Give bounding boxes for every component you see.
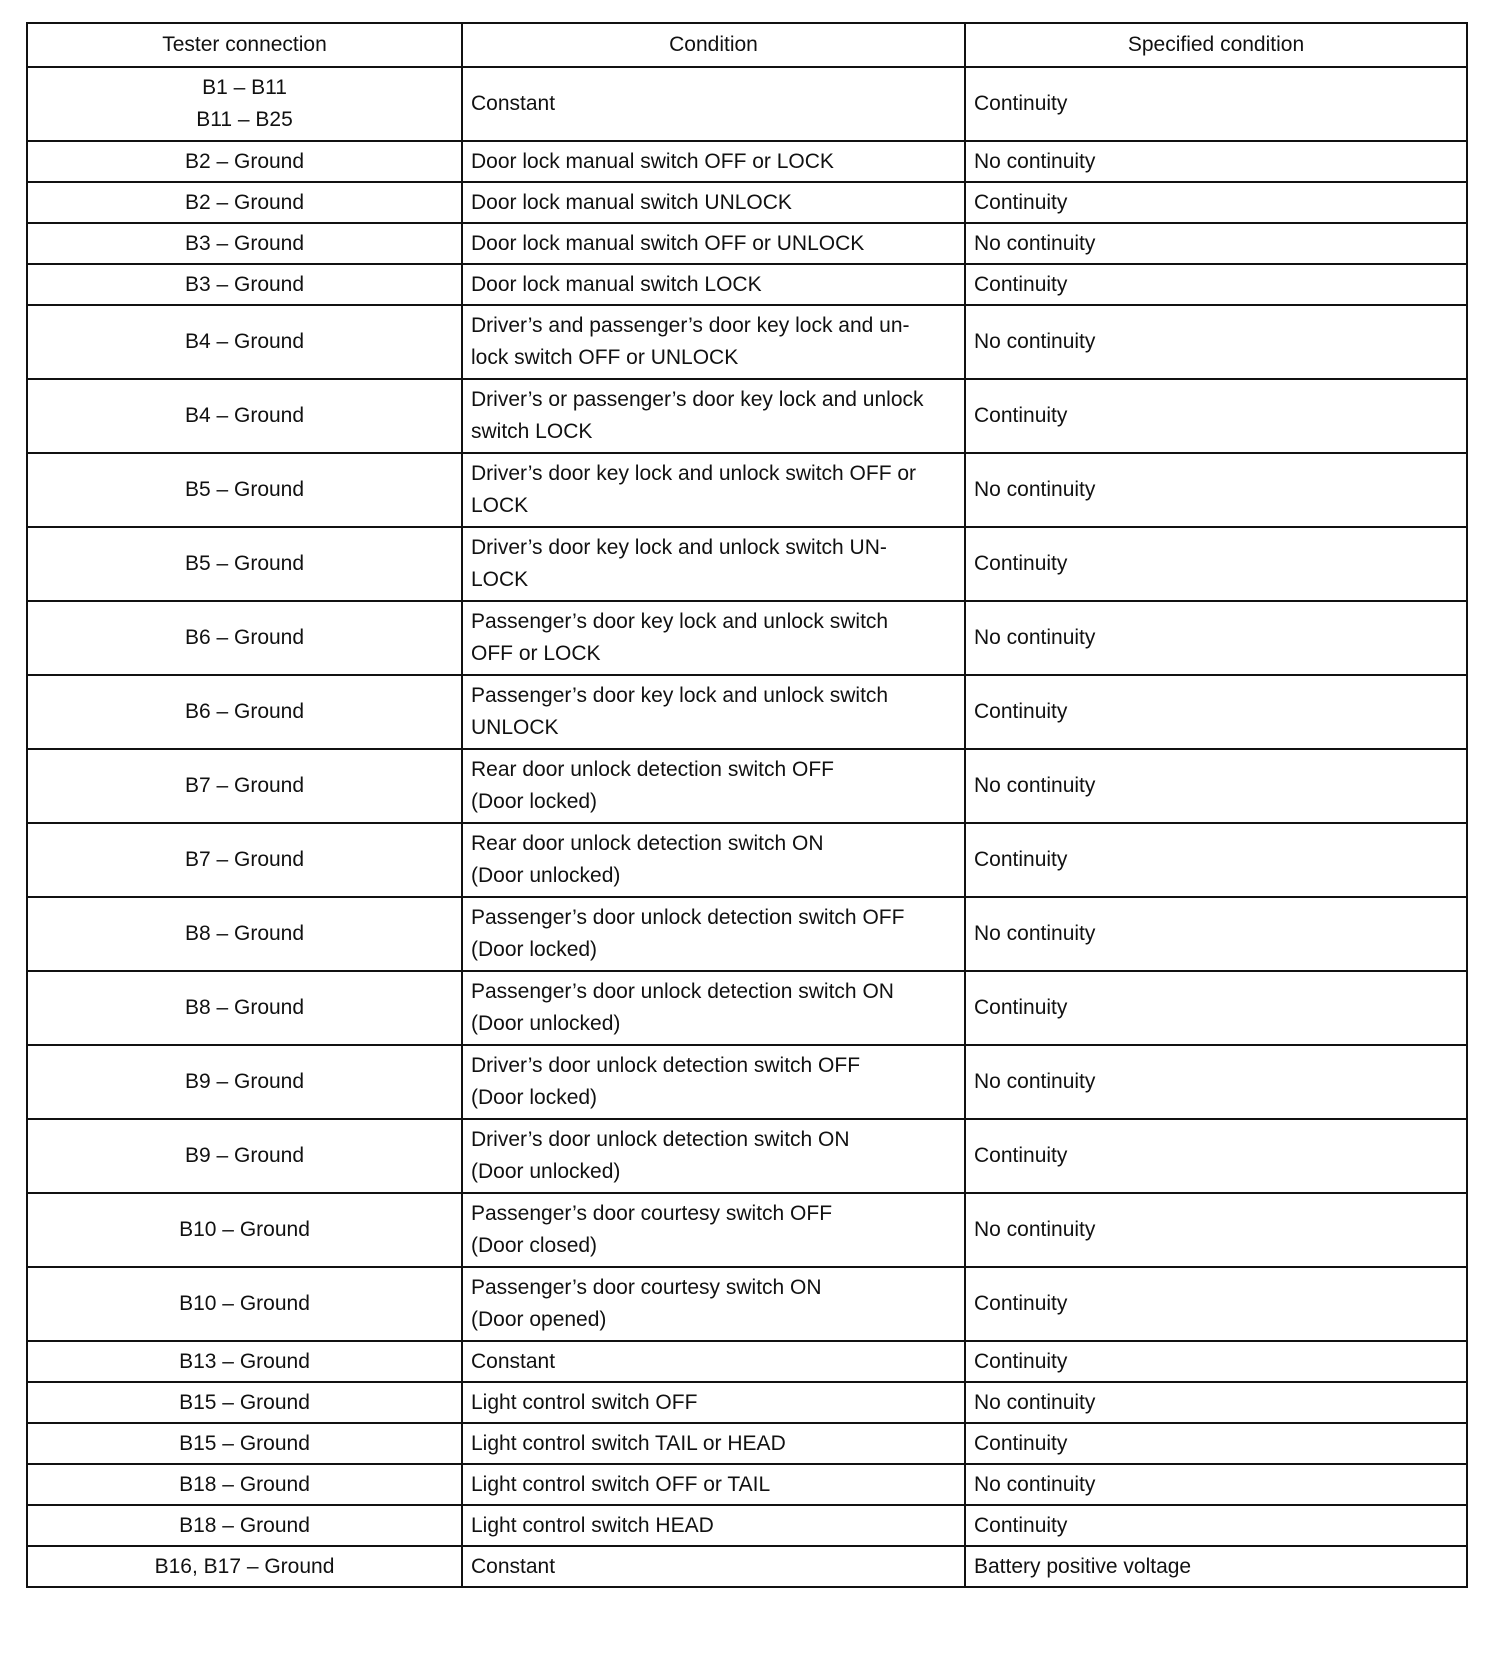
header-specified-condition: Specified condition — [965, 23, 1467, 67]
table-row — [27, 141, 1467, 182]
connection-text: B13 – Ground — [179, 1349, 310, 1373]
connection-text: B1 – B11 — [202, 76, 287, 99]
condition-text: Rear door unlock detection switch ON — [471, 832, 824, 855]
cell-specified-condition: Continuity — [965, 823, 1467, 897]
cell-condition — [462, 1341, 965, 1382]
condition-text: Passenger’s door key lock and unlock switch — [471, 610, 889, 633]
cell-specified-condition: No continuity — [965, 897, 1467, 971]
cell-tester-connection — [27, 1464, 462, 1505]
table-row — [27, 1119, 1467, 1193]
connection-text: B8 – Ground — [184, 996, 305, 1019]
cell-specified-condition: Continuity — [965, 971, 1467, 1045]
cell-tester-connection — [27, 675, 462, 749]
condition-text: Passenger’s door courtesy switch OFF — [471, 1202, 833, 1225]
cell-tester-connection — [27, 1045, 462, 1119]
table-row — [27, 305, 1467, 379]
table-row — [27, 379, 1467, 453]
cell-tester-connection — [27, 749, 462, 823]
table-row — [27, 749, 1467, 823]
condition-text: Passenger’s door courtesy switch ON — [471, 1276, 822, 1299]
cell-condition — [462, 1267, 965, 1341]
cell-condition — [462, 897, 965, 971]
cell-condition — [462, 823, 965, 897]
cell-specified-condition: No continuity — [965, 305, 1467, 379]
condition-text: Door lock manual switch OFF or LOCK — [471, 149, 834, 173]
connection-text: B15 – Ground — [179, 1390, 310, 1414]
cell-condition — [462, 1193, 965, 1267]
cell-tester-connection — [27, 453, 462, 527]
cell-specified-condition: Continuity — [965, 1423, 1467, 1464]
table-row — [27, 1505, 1467, 1546]
cell-tester-connection — [27, 182, 462, 223]
cell-tester-connection — [27, 971, 462, 1045]
condition-text: (Door locked) — [471, 1086, 598, 1109]
cell-condition — [462, 1382, 965, 1423]
cell-specified-condition: Continuity — [965, 1119, 1467, 1193]
cell-tester-connection — [27, 1267, 462, 1341]
cell-condition — [462, 1119, 965, 1193]
cell-condition — [462, 1505, 965, 1546]
connection-text: B5 – Ground — [184, 552, 305, 575]
table-row — [27, 897, 1467, 971]
condition-text: (Door locked) — [471, 790, 598, 813]
table-row — [27, 182, 1467, 223]
condition-text: Passenger’s door key lock and unlock switch — [471, 684, 889, 707]
cell-condition — [462, 305, 965, 379]
cell-tester-connection — [27, 379, 462, 453]
condition-text: Passenger’s door unlock detection switch OFF — [471, 906, 905, 929]
cell-specified-condition: Continuity — [965, 182, 1467, 223]
table-row — [27, 1193, 1467, 1267]
connection-text: B18 – Ground — [179, 1472, 310, 1496]
condition-text: (Door unlocked) — [471, 1012, 621, 1035]
condition-text: (Door opened) — [471, 1308, 607, 1331]
condition-text: LOCK — [471, 568, 529, 591]
cell-condition — [462, 223, 965, 264]
cell-specified-condition: Continuity — [965, 379, 1467, 453]
cell-condition — [462, 749, 965, 823]
table-row — [27, 527, 1467, 601]
connection-text: B3 – Ground — [184, 231, 305, 255]
condition-text: Constant — [471, 1554, 556, 1578]
table-row — [27, 264, 1467, 305]
condition-text: Driver’s door unlock detection switch OFF — [471, 1054, 861, 1077]
table-row — [27, 67, 1467, 141]
table-row — [27, 1546, 1467, 1587]
connection-text: B2 – Ground — [184, 149, 305, 173]
cell-condition — [462, 675, 965, 749]
cell-condition — [462, 1045, 965, 1119]
cell-tester-connection — [27, 1119, 462, 1193]
table-row — [27, 223, 1467, 264]
cell-condition — [462, 601, 965, 675]
continuity-table — [26, 22, 1468, 1588]
connection-text: B7 – Ground — [184, 848, 305, 871]
header-condition: Condition — [462, 23, 965, 67]
condition-text: Light control switch TAIL or HEAD — [471, 1431, 786, 1455]
cell-condition — [462, 971, 965, 1045]
condition-text: Light control switch OFF or TAIL — [471, 1472, 771, 1496]
cell-specified-condition: Continuity — [965, 264, 1467, 305]
cell-tester-connection — [27, 223, 462, 264]
connection-text: B15 – Ground — [179, 1431, 310, 1455]
condition-text: Constant — [471, 92, 556, 115]
cell-tester-connection — [27, 1546, 462, 1587]
connection-text: B6 – Ground — [184, 626, 305, 649]
cell-tester-connection — [27, 1193, 462, 1267]
cell-tester-connection — [27, 1341, 462, 1382]
cell-specified-condition: No continuity — [965, 141, 1467, 182]
condition-text: switch LOCK — [471, 420, 593, 443]
cell-specified-condition: Continuity — [965, 527, 1467, 601]
cell-specified-condition: No continuity — [965, 1464, 1467, 1505]
condition-text: Driver’s door key lock and unlock switch UN- — [471, 536, 887, 559]
header-tester-connection: Tester connection — [27, 23, 462, 67]
table-row — [27, 823, 1467, 897]
condition-text: Rear door unlock detection switch OFF — [471, 758, 834, 781]
cell-specified-condition: Continuity — [965, 67, 1467, 141]
table-row — [27, 675, 1467, 749]
condition-text: Driver’s and passenger’s door key lock and un- — [471, 314, 910, 337]
cell-specified-condition: No continuity — [965, 1193, 1467, 1267]
cell-specified-condition: No continuity — [965, 1382, 1467, 1423]
cell-specified-condition: Continuity — [965, 1341, 1467, 1382]
cell-condition — [462, 527, 965, 601]
connection-text: B9 – Ground — [184, 1144, 305, 1167]
condition-text: Driver’s door key lock and unlock switch OFF or — [471, 462, 917, 485]
condition-text: UNLOCK — [471, 716, 559, 739]
cell-tester-connection — [27, 1423, 462, 1464]
condition-text: OFF or LOCK — [471, 642, 601, 665]
cell-tester-connection — [27, 1505, 462, 1546]
condition-text: LOCK — [471, 494, 529, 517]
connection-text: B3 – Ground — [184, 272, 305, 296]
cell-tester-connection — [27, 823, 462, 897]
condition-text: Door lock manual switch OFF or UNLOCK — [471, 231, 865, 255]
cell-specified-condition: No continuity — [965, 749, 1467, 823]
table-row — [27, 971, 1467, 1045]
header-row — [27, 23, 1467, 67]
cell-condition — [462, 182, 965, 223]
cell-tester-connection — [27, 527, 462, 601]
condition-text: Driver’s or passenger’s door key lock and unlock — [471, 388, 924, 411]
connection-text: B16, B17 – Ground — [154, 1554, 335, 1578]
cell-condition — [462, 1546, 965, 1587]
cell-condition — [462, 453, 965, 527]
cell-specified-condition: No continuity — [965, 601, 1467, 675]
connection-text: B8 – Ground — [184, 922, 305, 945]
connection-text: B11 – B25 — [196, 108, 293, 131]
connection-text: B10 – Ground — [179, 1218, 310, 1241]
condition-text: Passenger’s door unlock detection switch ON — [471, 980, 894, 1003]
connection-text: B7 – Ground — [184, 774, 305, 797]
table-row — [27, 601, 1467, 675]
cell-condition — [462, 1423, 965, 1464]
cell-specified-condition: No continuity — [965, 453, 1467, 527]
condition-text: Door lock manual switch UNLOCK — [471, 190, 792, 214]
cell-tester-connection — [27, 264, 462, 305]
connection-text: B4 – Ground — [184, 330, 305, 353]
condition-text: Door lock manual switch LOCK — [471, 272, 762, 296]
condition-text: Light control switch OFF — [471, 1390, 698, 1414]
connection-text: B18 – Ground — [179, 1513, 310, 1537]
condition-text: (Door unlocked) — [471, 864, 621, 887]
connection-text: B4 – Ground — [184, 404, 305, 427]
condition-text: lock switch OFF or UNLOCK — [471, 346, 739, 369]
connection-text: B6 – Ground — [184, 700, 305, 723]
cell-tester-connection — [27, 305, 462, 379]
cell-specified-condition: No continuity — [965, 223, 1467, 264]
table-row — [27, 1045, 1467, 1119]
cell-tester-connection — [27, 1382, 462, 1423]
table-row — [27, 1464, 1467, 1505]
table-row — [27, 1341, 1467, 1382]
condition-text: Driver’s door unlock detection switch ON — [471, 1128, 850, 1151]
connection-text: B2 – Ground — [184, 190, 305, 214]
connection-text: B5 – Ground — [184, 478, 305, 501]
connection-text: B10 – Ground — [179, 1292, 310, 1315]
cell-specified-condition: Continuity — [965, 1505, 1467, 1546]
cell-tester-connection — [27, 897, 462, 971]
cell-condition — [462, 67, 965, 141]
table-row — [27, 1423, 1467, 1464]
table-row — [27, 1382, 1467, 1423]
cell-specified-condition: Continuity — [965, 1267, 1467, 1341]
condition-text: Light control switch HEAD — [471, 1513, 714, 1537]
table-body — [27, 67, 1467, 1587]
condition-text: (Door locked) — [471, 938, 598, 961]
cell-condition — [462, 379, 965, 453]
cell-specified-condition: Battery positive voltage — [965, 1546, 1467, 1587]
cell-condition — [462, 1464, 965, 1505]
connection-text: B9 – Ground — [184, 1070, 305, 1093]
cell-tester-connection — [27, 67, 462, 141]
condition-text: (Door closed) — [471, 1234, 598, 1257]
cell-condition — [462, 141, 965, 182]
table-row — [27, 1267, 1467, 1341]
cell-specified-condition: No continuity — [965, 1045, 1467, 1119]
cell-tester-connection — [27, 601, 462, 675]
condition-text: (Door unlocked) — [471, 1160, 621, 1183]
condition-text: Constant — [471, 1349, 556, 1373]
cell-tester-connection — [27, 141, 462, 182]
cell-condition — [462, 264, 965, 305]
continuity-table-container — [26, 22, 1466, 1588]
cell-specified-condition: Continuity — [965, 675, 1467, 749]
table-row — [27, 453, 1467, 527]
